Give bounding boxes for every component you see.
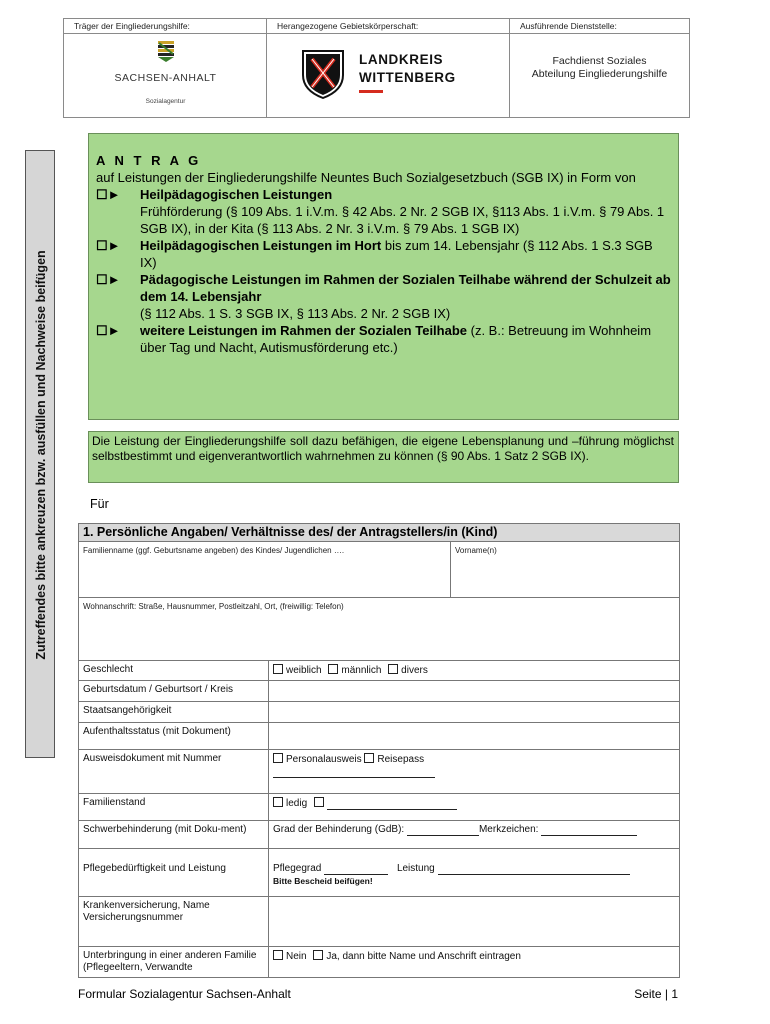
ja-checkbox[interactable] [313,950,323,960]
row-geburt [79,681,679,702]
header-col-traeger [64,19,267,117]
krankenversicherung-field[interactable] [269,897,679,946]
landkreis-text [345,49,456,93]
side-instruction-text: Zutreffendes bitte ankreuzen bzw. ausfüllen und Nachweise beifügen [34,250,48,660]
row-familienstand [79,794,679,821]
row-ausweis [79,750,679,794]
option-title: Heilpädagogischen Leistungen im Hort [140,238,382,253]
row-pflege [79,849,679,897]
maennlich-checkbox[interactable] [328,664,338,674]
schwerbehinderung-fields [269,821,679,848]
landkreis-wittenberg-logo [301,49,456,99]
vorname-field[interactable] [451,542,679,597]
dienststelle-line1: Fachdienst Soziales [552,55,647,67]
pflegegrad-label: Pflegegrad [273,863,322,874]
row-schwerbehinderung [79,821,679,849]
leistung-label: Leistung [396,863,435,874]
gdb-line[interactable] [407,826,479,836]
wohnanschrift-label: Wohnanschrift: Straße, Hausnummer, Postleitzahl, Ort, (freiwillig: Telefon) [83,602,344,611]
pflege-label: Pflegebedürftigkeit und Leistung [79,849,269,896]
header-caption-gebiet: Herangezogene Gebietskörperschaft: [267,19,509,34]
side-instruction-tab [25,150,55,758]
schwerbehinderung-label: Schwerbehinderung (mit Doku-ment) [79,821,269,848]
info-box: Die Leistung der Eingliederungshilfe soll dazu befähigen, die eigene Lebensplanung und –führung möglichst selbstbestimmt und eigenverantwortlich wahrnehmen zu können (§ 90 Abs. 1 Satz 2 SGB IX). [88,431,679,483]
sachsen-anhalt-crest-icon [156,39,176,63]
vorname-label: Vorname(n) [455,546,497,555]
antrag-title: A N T R A G [96,153,202,168]
nein-label: Nein [286,951,307,962]
unterbringung-options [269,947,679,977]
option-weitere[interactable] [96,322,672,356]
pflege-fields [269,849,679,896]
row-kranken [79,897,679,947]
landkreis-line1: LANDKREIS [359,52,444,67]
sonstiger-stand-line[interactable] [327,800,457,810]
aufenthalt-label: Aufenthaltsstatus (mit Dokument) [79,723,269,749]
bescheid-note: Bitte Bescheid beifügen! [273,876,373,886]
wittenberg-shield-icon [301,49,345,99]
option-rest: (z. B.: Betreuung im Wohnheim über Tag und Nacht, Autismusförderung etc.) [140,323,652,355]
gdb-label: Grad der Behinderung (GdB): [273,824,405,835]
ausweis-nummer-line[interactable] [273,768,435,778]
familienname-label: Familienname (ggf. Geburtsname angeben) des Kindes/ Jugendlichen …. [83,546,345,555]
sachsen-anhalt-name: SACHSEN-ANHALT [114,72,217,84]
row-unterbringung [79,947,679,977]
option-title: Heilpädagogischen Leistungen [140,187,333,202]
antrag-box [88,133,679,420]
divers-checkbox[interactable] [388,664,398,674]
dienststelle-text [510,55,689,81]
option-detail: Frühförderung (§ 109 Abs. 1 i.V.m. § 42 Abs. 2 Nr. 2 SGB IX, §113 Abs. 1 i.V.m. § 79 Abs. 1 SGB IX), in der Kita (§ 113 Abs. 2 Nr. 3 i.V.m. § 79 Abs. 1 SGB IX) [140,204,665,236]
form-section-title: 1. Persönliche Angaben/ Verhältnisse des/ der Antragstellers/in (Kind) [79,524,679,542]
ledig-label: ledig [286,798,308,809]
aufenthalt-field[interactable] [269,723,679,749]
maennlich-label: männlich [341,665,382,676]
merkzeichen-line[interactable] [541,826,637,836]
familienname-field[interactable] [79,542,451,597]
row-staat [79,702,679,723]
wohnanschrift-field[interactable] [79,598,679,660]
option-detail: (§ 112 Abs. 1 S. 3 SGB IX, § 113 Abs. 2 Nr. 2 SGB IX) [140,306,451,321]
reisepass-checkbox[interactable] [364,753,374,763]
footer-form-name: Formular Sozialagentur Sachsen-Anhalt [78,987,291,1001]
dienststelle-line2: Abteilung Eingliederungshilfe [531,68,668,80]
pflegegrad-line[interactable] [324,865,388,875]
sonstiger-stand-checkbox[interactable] [314,797,324,807]
row-geschlecht [79,661,679,681]
option-heilpaedagogisch[interactable] [96,186,672,237]
nein-checkbox[interactable] [273,950,283,960]
merkzeichen-label: Merkzeichen: [478,824,539,835]
ja-label: Ja, dann bitte Name und Anschrift eintragen [326,951,521,962]
divers-label: divers [401,665,428,676]
option-rest: bis zum 14. Lebensjahr (§ 112 Abs. 1 S.3 SGB IX) [140,238,653,270]
option-title: Pädagogische Leistungen im Rahmen der Sozialen Teilhabe während der Schulzeit ab dem 14. Lebensjahr [140,272,671,304]
row-name [79,542,679,598]
header-col-gebietskoerperschaft [267,19,510,117]
ausweis-label: Ausweisdokument mit Nummer [79,750,269,793]
fuer-label: Für [90,497,109,511]
geschlecht-options [269,661,679,680]
option-checkbox-icon[interactable]: ☐► [96,238,121,253]
sozialagentur-label: Sozialagentur [145,98,186,105]
familienstand-label: Familienstand [79,794,269,820]
krankenversicherung-label: Krankenversicherung, Name Versicherungsnummer [79,897,269,946]
option-checkbox-icon[interactable]: ☐► [96,187,121,202]
staat-label: Staatsangehörigkeit [79,702,269,722]
header-caption-dienststelle: Ausführende Dienststelle: [510,19,689,34]
weiblich-label: weiblich [286,665,322,676]
option-checkbox-icon[interactable]: ☐► [96,272,121,287]
personal-data-form [78,523,680,978]
reisepass-label: Reisepass [377,754,425,765]
option-schulzeit[interactable] [96,271,672,322]
sachsen-anhalt-logo [64,39,267,105]
ledig-checkbox[interactable] [273,797,283,807]
geschlecht-label: Geschlecht [79,661,269,680]
antrag-intro: auf Leistungen der Eingliederungshilfe Neuntes Buch Sozialgesetzbuch (SGB IX) in Form von [96,170,636,185]
row-address [79,598,679,661]
header-caption-traeger: Träger der Eingliederungshilfe: [64,19,266,34]
header-table [63,18,690,118]
geburt-field[interactable] [269,681,679,701]
familienstand-options [269,794,679,820]
header-col-dienststelle [510,19,689,117]
footer-page-number: Seite | 1 [634,987,678,1001]
ausweis-options [269,750,679,793]
option-hort[interactable] [96,237,672,271]
staat-field[interactable] [269,702,679,722]
row-aufenthalt [79,723,679,750]
option-checkbox-icon[interactable]: ☐► [96,323,121,338]
unterbringung-label: Unterbringung in einer anderen Familie (Pflegeeltern, Verwandte [79,947,269,977]
weiblich-checkbox[interactable] [273,664,283,674]
geburt-label: Geburtsdatum / Geburtsort / Kreis [79,681,269,701]
leistung-line[interactable] [438,865,630,875]
personalausweis-checkbox[interactable] [273,753,283,763]
landkreis-line2: WITTENBERG [359,70,456,85]
landkreis-red-bar [359,90,383,93]
personalausweis-label: Personalausweis [286,754,362,765]
option-title: weitere Leistungen im Rahmen der Sozialen Teilhabe [140,323,468,338]
